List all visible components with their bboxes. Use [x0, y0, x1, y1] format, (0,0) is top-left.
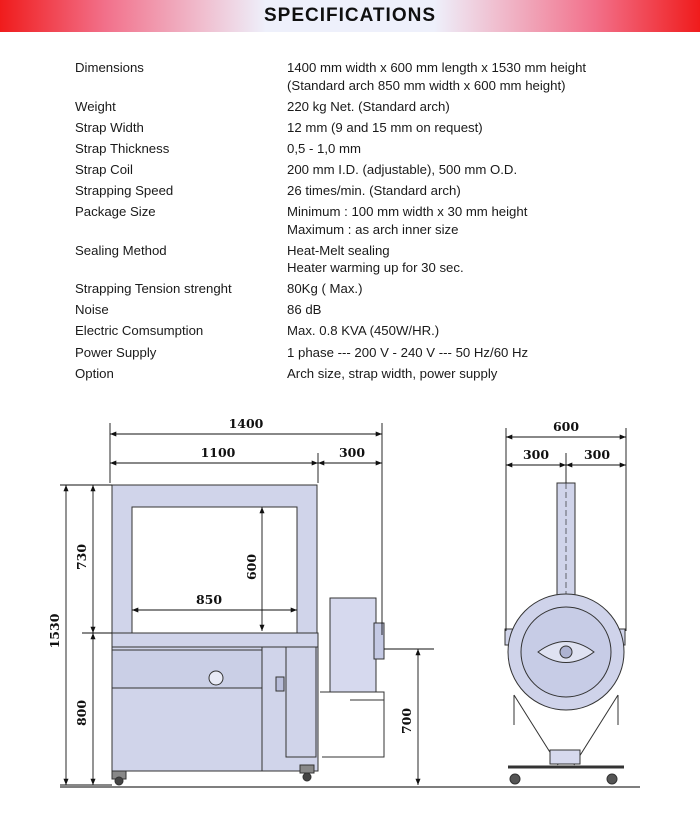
spec-row	[75, 59, 675, 94]
spec-label: Power Supply	[75, 344, 157, 360]
spec-value-line: Heater warming up for 30 sec.	[287, 260, 464, 276]
spec-label: Package Size	[75, 204, 156, 220]
dim-upper-height: 730	[74, 543, 89, 571]
spec-row	[75, 182, 675, 200]
spec-value	[287, 344, 675, 362]
spec-value	[287, 322, 675, 340]
spec-value-line: 200 mm I.D. (adjustable), 500 mm O.D.	[287, 161, 518, 177]
header-banner	[0, 0, 700, 32]
spec-value-line: 12 mm (9 and 15 mm on request)	[287, 119, 483, 135]
spec-value-line: 80Kg ( Max.)	[287, 281, 363, 297]
specifications-table	[75, 59, 675, 386]
spec-value-line: Arch size, strap width, power supply	[287, 365, 498, 381]
spec-label: Electric Comsumption	[75, 323, 204, 339]
dim-lower-height: 800	[74, 699, 89, 727]
side-dimension-labels	[523, 419, 610, 462]
spec-row	[75, 119, 675, 137]
spec-value-line: 26 times/min. (Standard arch)	[287, 182, 461, 198]
spec-label: Strapping Speed	[75, 182, 174, 198]
dim-side-half-left: 300	[522, 447, 550, 462]
dim-arch-inner-height: 600	[244, 553, 259, 581]
dim-table-height: 700	[399, 707, 414, 735]
spec-row	[75, 203, 675, 238]
spec-row	[75, 140, 675, 158]
spec-value-line: 220 kg Net. (Standard arch)	[287, 98, 450, 114]
spec-value-line: Minimum : 100 mm width x 30 mm height	[287, 204, 528, 220]
spec-row	[75, 344, 675, 362]
dim-side-half-right: 300	[583, 447, 611, 462]
spec-row	[75, 322, 675, 340]
spec-label: Strap Coil	[75, 161, 133, 177]
spec-row	[75, 242, 675, 277]
spec-value	[287, 59, 675, 94]
dim-arch-side: 1100	[200, 445, 236, 460]
spec-value-line: Max. 0.8 KVA (450W/HR.)	[287, 323, 440, 339]
spec-value-line: 0,5 - 1,0 mm	[287, 140, 362, 156]
spec-value	[287, 182, 675, 200]
arch-frame	[112, 485, 317, 633]
side-view	[505, 483, 625, 784]
dim-total-width: 1400	[228, 416, 264, 431]
spec-label: Dimensions	[75, 60, 144, 75]
spec-label: Option	[75, 365, 114, 381]
spec-value-line: 1400 mm width x 600 mm length x 1530 mm height	[287, 60, 587, 75]
spec-value	[287, 119, 675, 137]
spec-value	[287, 301, 675, 319]
spec-value-line: 86 dB	[287, 302, 322, 318]
spec-row	[75, 301, 675, 319]
spec-value	[287, 98, 675, 116]
spec-row	[75, 98, 675, 116]
dim-total-height: 1530	[47, 613, 62, 649]
page-title: SPECIFICATIONS	[264, 5, 436, 26]
spec-label: Sealing Method	[75, 242, 167, 258]
spec-value-line: Maximum : as arch inner size	[287, 221, 459, 237]
spec-value	[287, 161, 675, 179]
dim-side-unit: 300	[338, 445, 366, 460]
spec-value-line: (Standard arch 850 mm width x 600 mm height)	[287, 77, 566, 93]
spec-value	[287, 365, 675, 383]
spec-row	[75, 280, 675, 298]
spec-label: Strapping Tension strenght	[75, 281, 232, 297]
dim-side-total-width: 600	[552, 419, 580, 434]
control-box	[330, 598, 376, 692]
spec-row	[75, 161, 675, 179]
spec-row	[75, 365, 675, 383]
spec-value	[287, 280, 675, 298]
spec-value	[287, 203, 675, 238]
machine-technical-drawing	[0, 395, 700, 815]
spec-value	[287, 140, 675, 158]
spec-value	[287, 242, 675, 277]
dim-arch-inner-width: 850	[195, 592, 223, 607]
spec-label: Noise	[75, 302, 109, 318]
spec-label: Strap Thickness	[75, 140, 170, 156]
spec-value-line: 1 phase --- 200 V - 240 V --- 50 Hz/60 Hz	[287, 344, 529, 360]
spec-label: Strap Width	[75, 119, 144, 135]
spec-label: Weight	[75, 98, 116, 114]
spec-value-line: Heat-Melt sealing	[287, 242, 390, 258]
